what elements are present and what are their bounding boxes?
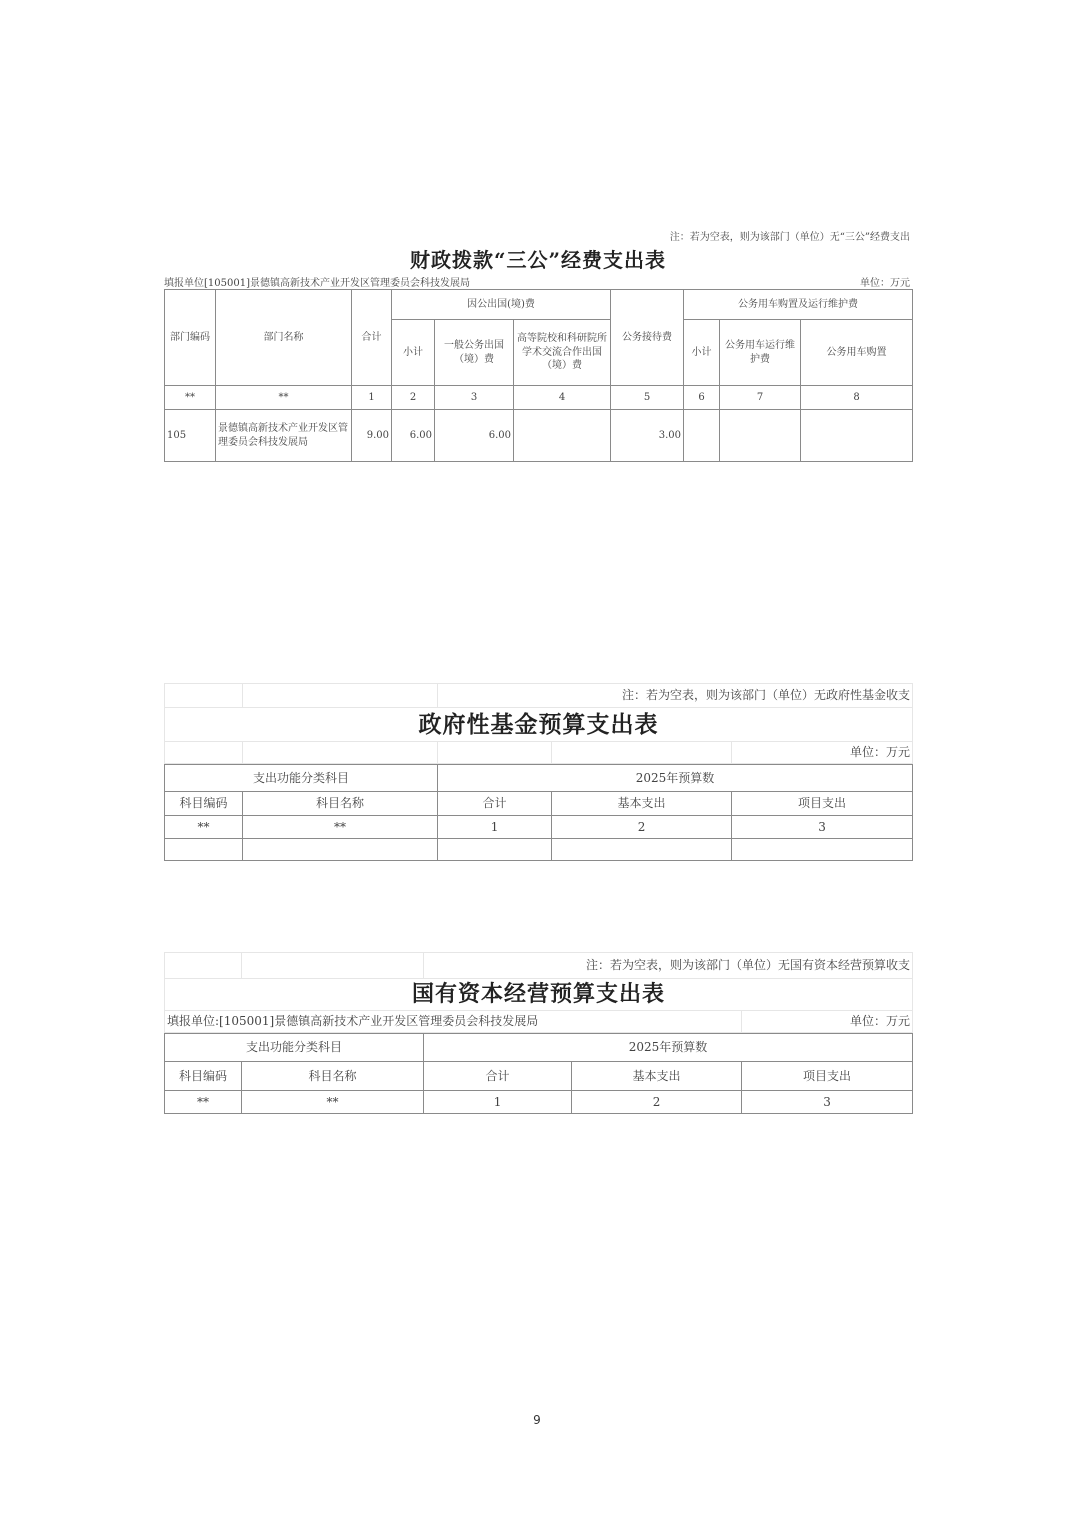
table3 [164,1033,913,1114]
table3-index-row [165,1091,913,1114]
header-dept-name: 部门名称 [216,290,352,386]
table1-data-row [165,410,913,462]
header-total: 合计 [352,290,392,386]
header-vehicle-subtotal: 小计 [684,320,720,386]
empty-cell [732,839,913,861]
header-vehicle-purchase: 公务用车购置 [801,320,913,386]
cell-vehicle-subtotal [684,410,720,462]
index-cell: 1 [438,816,552,839]
empty-cell [243,839,438,861]
index-cell: 3 [732,816,913,839]
table3-unit: 单位：万元 [742,1011,913,1033]
index-cell: 3 [435,386,514,410]
header-budget-group: 2025年预算数 [424,1034,913,1062]
empty-cell [438,839,552,861]
cell-vehicle-running [720,410,801,462]
cell-abroad-subtotal: 6.00 [392,410,435,462]
frame-cell [165,953,242,979]
table3-header-row-2 [165,1062,913,1091]
cell-vehicle-purchase [801,410,913,462]
table2-header-row-1 [165,765,913,792]
header-name: 科目名称 [242,1062,424,1091]
cell-reception: 3.00 [611,410,684,462]
header-abroad-subtotal: 小计 [392,320,435,386]
cell-abroad-academic [514,410,611,462]
index-cell: 2 [392,386,435,410]
table2-title: 政府性基金预算支出表 [165,708,913,742]
frame-cell [165,684,243,708]
header-category-group: 支出功能分类科目 [165,1034,424,1062]
index-cell: 4 [514,386,611,410]
index-cell: ** [165,816,243,839]
header-project: 项目支出 [732,792,913,816]
table1-index-row [165,386,913,410]
empty-cell [552,839,732,861]
header-project: 项目支出 [742,1062,913,1091]
index-cell: 2 [552,816,732,839]
index-cell: 5 [611,386,684,410]
index-cell: 6 [684,386,720,410]
header-budget-group: 2025年预算数 [438,765,913,792]
index-cell: ** [243,816,438,839]
header-abroad-group: 因公出国(境)费 [392,290,611,320]
table1-header-row-1 [165,290,913,320]
table3-unit-label: 填报单位:[105001]景德镇高新技术产业开发区管理委员会科技发展局 [165,1011,742,1033]
header-abroad-academic: 高等院校和科研院所学术交流合作出国（境）费 [514,320,611,386]
table1-title: 财政拨款“三公”经费支出表 [409,248,666,272]
header-code: 科目编码 [165,792,243,816]
table3-header-row-1 [165,1034,913,1062]
table1-note: 注：若为空表，则为该部门（单位）无“三公”经费支出 [669,232,910,243]
index-cell: 2 [572,1091,742,1114]
header-category-group: 支出功能分类科目 [165,765,438,792]
table2 [164,764,913,861]
table1-unit-label: 填报单位[105001]景德镇高新技术产业开发区管理委员会科技发展局 [164,278,470,289]
header-vehicle-group: 公务用车购置及运行维护费 [684,290,913,320]
frame-cell [243,684,438,708]
index-cell: 1 [352,386,392,410]
index-cell: ** [242,1091,424,1114]
header-reception: 公务接待费 [611,290,684,386]
table2-unit: 单位：万元 [732,742,913,764]
index-cell: ** [216,386,352,410]
header-total: 合计 [424,1062,572,1091]
header-dept-code: 部门编码 [165,290,216,386]
page-number: 9 [533,1413,541,1427]
index-cell: ** [165,1091,242,1114]
frame-cell [165,742,243,764]
header-total: 合计 [438,792,552,816]
header-abroad-general: 一般公务出国（境）费 [435,320,514,386]
table2-frame [164,683,913,764]
table2-index-row [165,816,913,839]
cell-dept-code: 105 [165,410,216,462]
empty-cell [165,839,243,861]
header-vehicle-running: 公务用车运行维护费 [720,320,801,386]
index-cell: 7 [720,386,801,410]
header-name: 科目名称 [243,792,438,816]
table1-unit: 单位：万元 [860,278,910,289]
cell-total: 9.00 [352,410,392,462]
frame-cell [242,953,424,979]
table2-header-row-2 [165,792,913,816]
table1 [164,289,913,462]
table3-frame [164,952,913,1033]
frame-cell [438,742,552,764]
index-cell: 1 [424,1091,572,1114]
header-basic: 基本支出 [552,792,732,816]
header-code: 科目编码 [165,1062,242,1091]
table3-title: 国有资本经营预算支出表 [165,979,913,1011]
frame-cell [243,742,438,764]
index-cell: ** [165,386,216,410]
cell-dept-name: 景德镇高新技术产业开发区管理委员会科技发展局 [216,410,352,462]
table3-note: 注：若为空表，则为该部门（单位）无国有资本经营预算收支 [424,953,913,979]
index-cell: 8 [801,386,913,410]
header-basic: 基本支出 [572,1062,742,1091]
frame-cell [552,742,732,764]
table2-note: 注：若为空表，则为该部门（单位）无政府性基金收支 [438,684,913,708]
index-cell: 3 [742,1091,913,1114]
cell-abroad-general: 6.00 [435,410,514,462]
table2-empty-row [165,839,913,861]
